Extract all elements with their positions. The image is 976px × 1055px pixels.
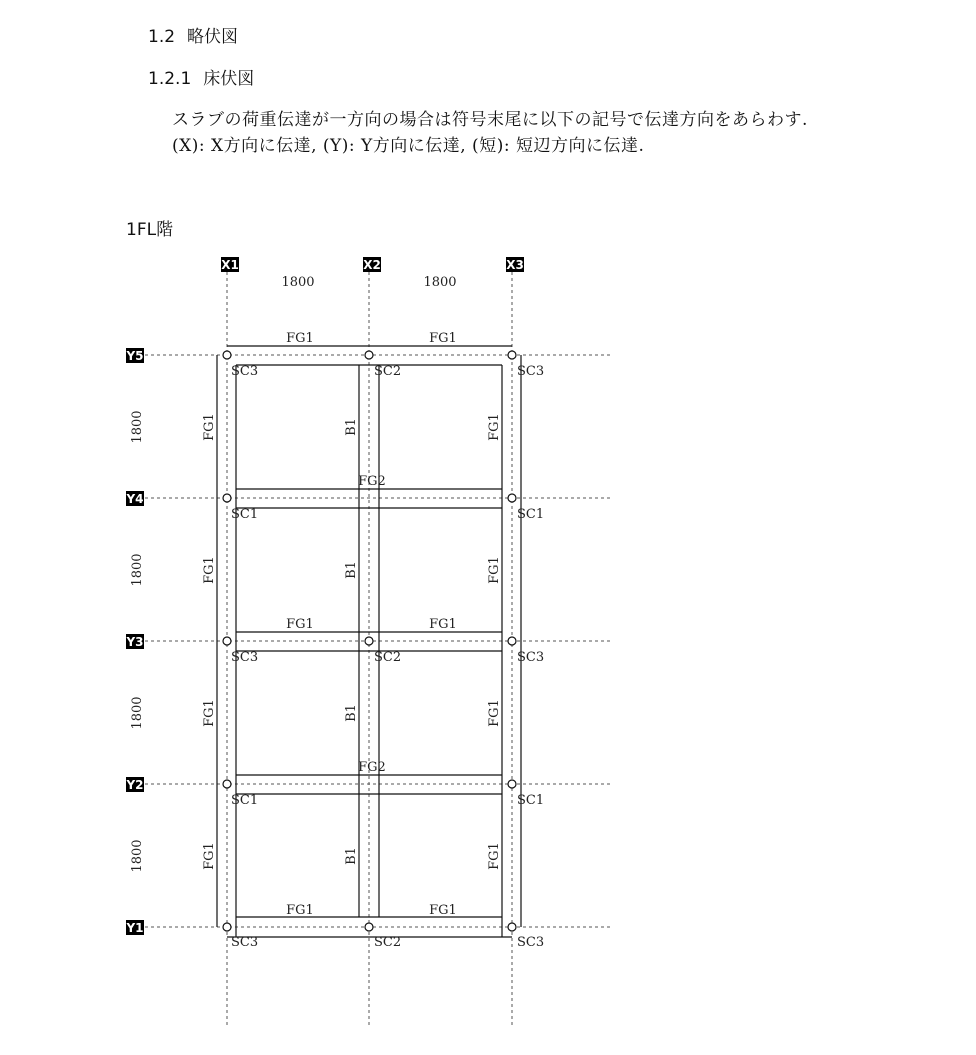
column-marker	[508, 780, 516, 788]
column-marker	[508, 351, 516, 359]
column-marker	[223, 351, 231, 359]
dim-y-3: 1800	[130, 696, 145, 730]
beam-label: FG1	[487, 413, 502, 441]
beam-label: FG2	[358, 760, 386, 775]
beam-label: FG1	[487, 699, 502, 727]
column-marker	[365, 637, 373, 645]
column-label: SC1	[231, 507, 259, 522]
subsection-title: 床伏図	[203, 69, 255, 89]
column-label: SC1	[231, 793, 259, 808]
column-marker	[223, 780, 231, 788]
beam-label: FG1	[429, 617, 457, 632]
column-label: SC3	[231, 935, 259, 950]
column-marker	[508, 494, 516, 502]
beam-label: FG2	[358, 474, 386, 489]
axis-tag-y2: Y2	[126, 778, 144, 792]
beam-label: B1	[344, 418, 359, 436]
column-label: SC1	[517, 793, 545, 808]
column-marker	[223, 923, 231, 931]
column-label: SC1	[517, 507, 545, 522]
beam-label: FG1	[487, 842, 502, 870]
horizontal-beam-labels	[286, 331, 457, 918]
axis-tag-y4: Y4	[126, 492, 144, 506]
column-label: SC3	[517, 650, 545, 665]
note-line-2: (X): X方向に伝達, (Y): Y方向に伝達, (短): 短辺方向に伝達.	[172, 136, 645, 156]
beam-label: B1	[344, 561, 359, 579]
beam-label: B1	[344, 704, 359, 722]
column-marker	[223, 494, 231, 502]
dim-x-2: 1800	[423, 275, 457, 290]
column-label: SC3	[231, 364, 259, 379]
dim-x-1: 1800	[281, 275, 315, 290]
axis-tag-y1: Y1	[126, 921, 144, 935]
axis-tag-x3: X3	[506, 258, 524, 272]
dim-y-1: 1800	[130, 410, 145, 444]
beam-label: FG1	[202, 413, 217, 441]
subsection-number: 1.2.1	[148, 69, 192, 89]
axis-tags	[125, 257, 524, 935]
column-marker	[365, 351, 373, 359]
beam-label: FG1	[202, 842, 217, 870]
section-title: 略伏図	[187, 27, 239, 47]
beam-label: FG1	[286, 331, 314, 346]
column-label: SC2	[374, 935, 402, 950]
beam-label: FG1	[202, 556, 217, 584]
column-marker	[508, 637, 516, 645]
column-marker	[508, 923, 516, 931]
beam-label: FG1	[429, 903, 457, 918]
axis-tag-y5: Y5	[126, 349, 144, 363]
section-number: 1.2	[148, 27, 176, 47]
column-marker	[223, 637, 231, 645]
column-marker	[365, 923, 373, 931]
axis-tag-x1: X1	[221, 258, 239, 272]
beam-label: FG1	[202, 699, 217, 727]
column-label: SC3	[517, 935, 545, 950]
dim-y-4: 1800	[130, 839, 145, 873]
beam-label: FG1	[286, 903, 314, 918]
beam-label: FG1	[286, 617, 314, 632]
floor-label: 1FL階	[126, 220, 174, 240]
column-label: SC3	[517, 364, 545, 379]
column-label: SC3	[231, 650, 259, 665]
axis-tag-x2: X2	[363, 258, 381, 272]
beam-label: FG1	[429, 331, 457, 346]
column-label: SC2	[374, 650, 402, 665]
dim-y-2: 1800	[130, 553, 145, 587]
note-line-1: スラブの荷重伝達が一方向の場合は符号末尾に以下の記号で伝達方向をあらわす.	[172, 110, 808, 130]
beam-label: FG1	[487, 556, 502, 584]
column-label: SC2	[374, 364, 402, 379]
beam-label: B1	[344, 847, 359, 865]
axis-tag-y3: Y3	[126, 635, 144, 649]
